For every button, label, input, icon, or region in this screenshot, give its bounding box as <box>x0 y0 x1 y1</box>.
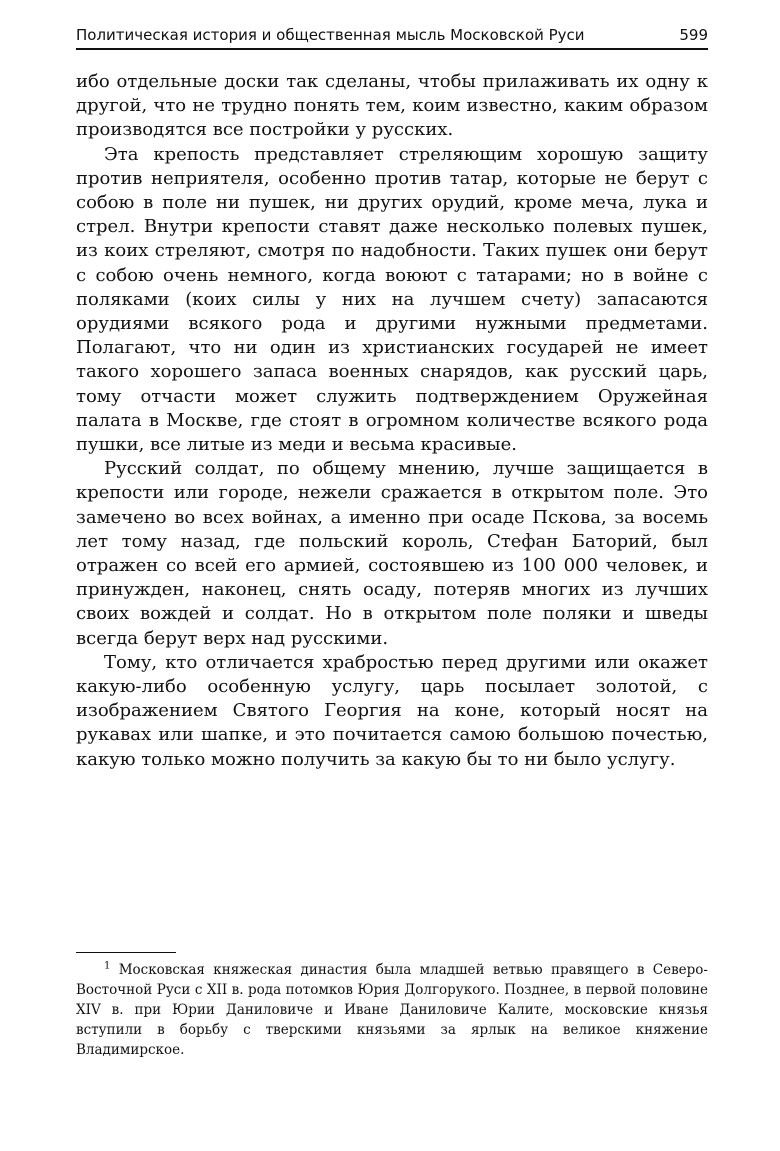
footnote <box>76 960 708 1060</box>
footnote-text: Московская княжеская династия была младшей ветвью правящего в Северо-Восточной Руси с XII в. рода потомков Юрия Долгорукого. Позднее, в первой половине XIV в. при Юрии Даниловиче и Иване Даниловиче Калите, московские князья вступили в борьбу с тверскими князьями за ярлык на великое княжение Владимирское. <box>76 962 708 1058</box>
paragraph-continued: ибо отдельные доски так сделаны, чтобы прилаживать их одну к другой, что не трудно понять тем, коим известно, каким образом производятся все постройки у русских. <box>76 71 708 141</box>
paragraph-golden-award: Тому, кто отличается храбростью перед другими или окажет какую-либо особенную услугу, царь посылает золотой, с изображением Святого Георгия на коне, который носят на рукавах или шапке, и это почитается самою большою почестью, какую только можно получить за какую бы то ни было услугу. <box>76 651 708 770</box>
paragraph-fortress: Эта крепость представляет стреляющим хорошую защиту против неприятеля, особенно против татар, которые не берут с собою в поле ни пушек, ни других орудий, кроме меча, лука и стрел. Внутри крепости ставят даже несколько полевых пушек, из коих стреляют, смотря по надобности. Таких пушек они берут с собою очень немного, когда воюют с татарами; но в войне с поляками (коих силы у них на лучшем счету) запасаются орудиями всякого рода и другими нужными предметами. Полагают, что ни один из христианских государей не имеет такого хорошего запаса военных снарядов, как русский царь, тому отчасти может служить подтверждением Оружейная палата в Москве, где стоят в огромном количестве всякого рода пушки, все литые из меди и весьма красивые. <box>76 143 708 456</box>
footnote-marker: 1 <box>104 960 111 972</box>
paragraph-russian-soldier: Русский солдат, по общему мнению, лучше защищается в крепости или городе, нежели сражается в открытом поле. Это замечено во всех войнах, а именно при осаде Пскова, за восемь лет тому назад, где польский король, Стефан Баторий, был отражен со всей его армией, состоявшею из 100 000 человек, и принужден, наконец, снять осаду, потеряв многих из лучших своих вождей и солдат. Но в открытом поле поляки и шведы всегда берут верх над русскими. <box>76 458 708 649</box>
main-text <box>76 70 708 772</box>
header-rule <box>76 48 708 50</box>
footnote-rule <box>76 952 176 953</box>
running-title: Политическая история и общественная мысль Московской Руси <box>76 26 585 44</box>
running-head <box>76 24 708 46</box>
page-number: 599 <box>679 26 708 44</box>
